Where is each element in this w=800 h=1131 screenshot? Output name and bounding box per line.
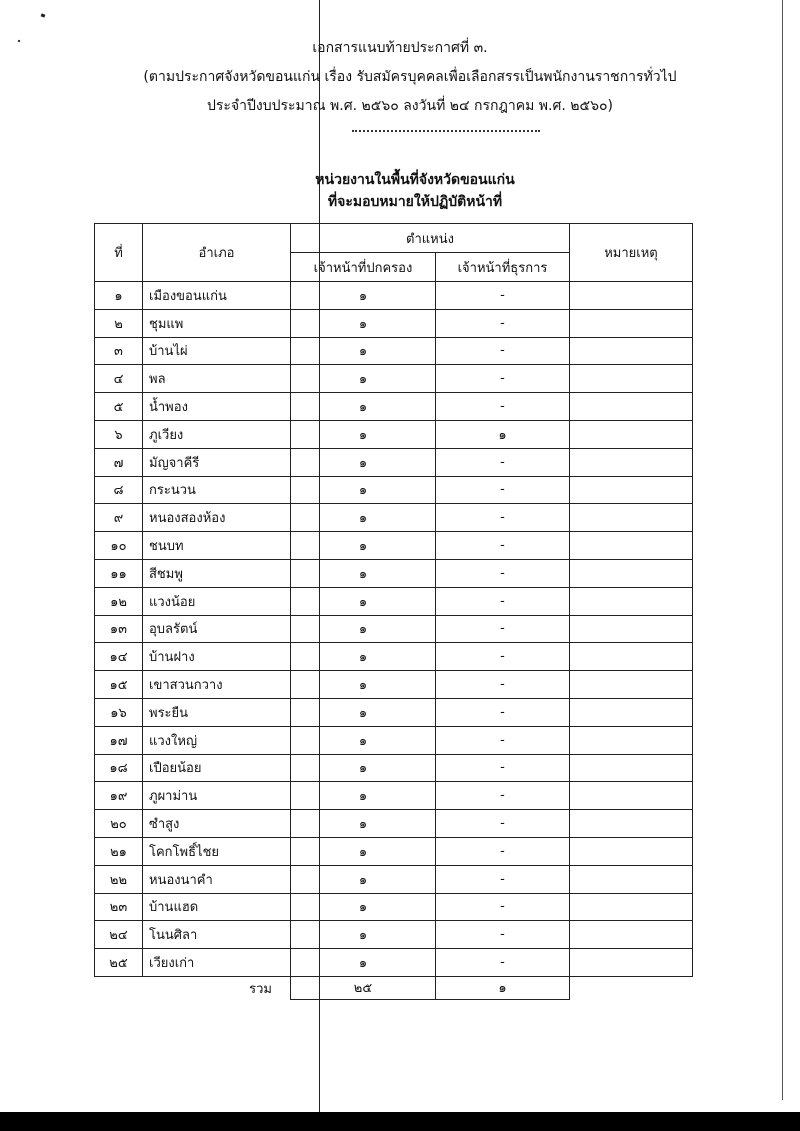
- scan-bottom-border: [0, 1112, 800, 1131]
- row-number: ๑๔: [95, 643, 143, 671]
- table-subheading: ที่จะมอบหมายให้ปฏิบัติหน้าที่: [327, 194, 503, 210]
- remark-cell: [570, 837, 693, 865]
- row-number: ๑๓: [95, 615, 143, 643]
- table-row: [95, 365, 693, 393]
- remark-cell: [570, 754, 693, 782]
- table-row: [95, 309, 693, 337]
- remark-cell: [570, 476, 693, 504]
- table-row: [95, 615, 693, 643]
- row-number: ๑๒: [95, 587, 143, 615]
- admin-officer-count: ๑: [291, 420, 436, 448]
- admin-officer-count: ๑: [291, 671, 436, 699]
- remark-cell: [570, 726, 693, 754]
- clerk-count: -: [436, 671, 570, 699]
- clerk-count: -: [436, 865, 570, 893]
- admin-officer-count: ๑: [291, 837, 436, 865]
- admin-officer-count: ๑: [291, 643, 436, 671]
- row-number: ๒: [95, 309, 143, 337]
- row-number: ๙: [95, 504, 143, 532]
- col-header-remark: หมายเหตุ: [570, 224, 693, 282]
- table-row: [95, 698, 693, 726]
- row-number: ๒๕: [95, 949, 143, 977]
- clerk-count: -: [436, 754, 570, 782]
- district-name: โนนศิลา: [143, 921, 291, 949]
- row-number: ๑๖: [95, 698, 143, 726]
- clerk-count: -: [436, 282, 570, 310]
- clerk-count: -: [436, 393, 570, 421]
- remark-cell: [570, 782, 693, 810]
- row-number: ๕: [95, 393, 143, 421]
- admin-officer-count: ๑: [291, 921, 436, 949]
- remark-cell: [570, 671, 693, 699]
- row-number: ๖: [95, 420, 143, 448]
- remark-cell: [570, 282, 693, 310]
- doc-title: เอกสารแนบท้ายประกาศที่ ๓.: [312, 40, 488, 56]
- row-number: ๒๓: [95, 893, 143, 921]
- remark-cell: [570, 448, 693, 476]
- col-header-clerk: เจ้าหน้าที่ธุรการ: [436, 253, 570, 282]
- remark-cell: [570, 698, 693, 726]
- district-name: พระยืน: [143, 698, 291, 726]
- col-header-admin-officer: เจ้าหน้าที่ปกครอง: [291, 253, 436, 282]
- admin-officer-count: ๑: [291, 893, 436, 921]
- table-row: [95, 420, 693, 448]
- clerk-count: -: [436, 476, 570, 504]
- district-name: ชุมแพ: [143, 309, 291, 337]
- district-name: แวงน้อย: [143, 587, 291, 615]
- dotted-divider: [352, 130, 540, 132]
- clerk-count: -: [436, 698, 570, 726]
- district-name: มัญจาคีรี: [143, 448, 291, 476]
- district-name: เปือยน้อย: [143, 754, 291, 782]
- total-remark: [570, 976, 693, 999]
- admin-officer-count: ๑: [291, 754, 436, 782]
- table-row: [95, 337, 693, 365]
- remark-cell: [570, 420, 693, 448]
- row-number: ๑: [95, 282, 143, 310]
- admin-officer-count: ๑: [291, 282, 436, 310]
- remark-cell: [570, 309, 693, 337]
- remark-cell: [570, 365, 693, 393]
- admin-officer-count: ๑: [291, 865, 436, 893]
- clerk-count: -: [436, 337, 570, 365]
- remark-cell: [570, 393, 693, 421]
- clerk-count: -: [436, 309, 570, 337]
- clerk-count: -: [436, 949, 570, 977]
- clerk-count: -: [436, 810, 570, 838]
- table-row: [95, 726, 693, 754]
- admin-officer-count: ๑: [291, 587, 436, 615]
- admin-officer-count: ๑: [291, 448, 436, 476]
- remark-cell: [570, 504, 693, 532]
- col-header-position: ตำแหน่ง: [291, 224, 570, 253]
- remark-cell: [570, 337, 693, 365]
- clerk-count: -: [436, 587, 570, 615]
- admin-officer-count: ๑: [291, 726, 436, 754]
- district-name: แวงใหญ่: [143, 726, 291, 754]
- remark-cell: [570, 810, 693, 838]
- table-row: [95, 837, 693, 865]
- table-row: [95, 559, 693, 587]
- row-number: ๗: [95, 448, 143, 476]
- total-label: รวม: [95, 976, 291, 999]
- table-row: [95, 865, 693, 893]
- district-name: สีชมพู: [143, 559, 291, 587]
- scan-speck: [41, 13, 46, 17]
- row-number: ๒๔: [95, 921, 143, 949]
- clerk-count: -: [436, 559, 570, 587]
- admin-officer-count: ๑: [291, 337, 436, 365]
- remark-cell: [570, 949, 693, 977]
- table-row: [95, 587, 693, 615]
- table-row: [95, 282, 693, 310]
- remark-cell: [570, 893, 693, 921]
- remark-cell: [570, 643, 693, 671]
- table-row: [95, 532, 693, 560]
- clerk-count: -: [436, 837, 570, 865]
- table-row: [95, 921, 693, 949]
- row-number: ๑๕: [95, 671, 143, 699]
- admin-officer-count: ๑: [291, 559, 436, 587]
- district-name: เขาสวนกวาง: [143, 671, 291, 699]
- district-name: ภูเวียง: [143, 420, 291, 448]
- table-row: [95, 754, 693, 782]
- table-row: [95, 393, 693, 421]
- remark-cell: [570, 532, 693, 560]
- clerk-count: -: [436, 532, 570, 560]
- row-number: ๓: [95, 337, 143, 365]
- district-name: บ้านแฮด: [143, 893, 291, 921]
- district-name: พล: [143, 365, 291, 393]
- clerk-count: -: [436, 643, 570, 671]
- doc-title-date: ประจำปีงบประมาณ พ.ศ. ๒๕๖๐ ลงวันที่ ๒๔ กรกฎาคม พ.ศ. ๒๕๖๐): [207, 98, 613, 114]
- clerk-count: -: [436, 615, 570, 643]
- clerk-count: -: [436, 448, 570, 476]
- table-heading: หน่วยงานในพื้นที่จังหวัดขอนแก่น: [315, 172, 515, 188]
- clerk-count: -: [436, 365, 570, 393]
- row-number: ๒๑: [95, 837, 143, 865]
- row-number: ๒๐: [95, 810, 143, 838]
- district-table: [94, 223, 693, 1000]
- remark-cell: [570, 559, 693, 587]
- clerk-count: -: [436, 921, 570, 949]
- table-row: [95, 949, 693, 977]
- row-number: ๑๑: [95, 559, 143, 587]
- district-name: หนองนาคำ: [143, 865, 291, 893]
- district-name: ชนบท: [143, 532, 291, 560]
- clerk-count: -: [436, 726, 570, 754]
- col-header-no: ที่: [95, 224, 143, 282]
- admin-officer-count: ๑: [291, 949, 436, 977]
- district-name: บ้านฝาง: [143, 643, 291, 671]
- district-name: บ้านไผ่: [143, 337, 291, 365]
- remark-cell: [570, 587, 693, 615]
- district-name: เวียงเก่า: [143, 949, 291, 977]
- row-number: ๑๘: [95, 754, 143, 782]
- remark-cell: [570, 865, 693, 893]
- table-row: [95, 476, 693, 504]
- row-number: ๑๙: [95, 782, 143, 810]
- admin-officer-count: ๑: [291, 782, 436, 810]
- table-row: [95, 782, 693, 810]
- district-name: น้ำพอง: [143, 393, 291, 421]
- admin-officer-count: ๑: [291, 810, 436, 838]
- table-row: [95, 893, 693, 921]
- remark-cell: [570, 615, 693, 643]
- district-name: ภูผาม่าน: [143, 782, 291, 810]
- district-name: โคกโพธิ์ไชย: [143, 837, 291, 865]
- clerk-count: ๑: [436, 420, 570, 448]
- district-name: กระนวน: [143, 476, 291, 504]
- admin-officer-count: ๑: [291, 309, 436, 337]
- scan-edge-line: [782, 0, 783, 1100]
- total-clerk: ๑: [436, 976, 570, 999]
- admin-officer-count: ๑: [291, 504, 436, 532]
- row-number: ๒๒: [95, 865, 143, 893]
- table-row: [95, 643, 693, 671]
- doc-title-reference: (ตามประกาศจังหวัดขอนแก่น เรื่อง รับสมัครบุคคลเพื่อเลือกสรรเป็นพนักงานราชการทั่วไป: [143, 69, 677, 85]
- total-admin-officer: ๒๕: [291, 976, 436, 999]
- district-name: เมืองขอนแก่น: [143, 282, 291, 310]
- clerk-count: -: [436, 782, 570, 810]
- admin-officer-count: ๑: [291, 393, 436, 421]
- table-row: [95, 448, 693, 476]
- remark-cell: [570, 921, 693, 949]
- clerk-count: -: [436, 504, 570, 532]
- admin-officer-count: ๑: [291, 365, 436, 393]
- district-name: ซำสูง: [143, 810, 291, 838]
- table-row: [95, 810, 693, 838]
- clerk-count: -: [436, 893, 570, 921]
- row-number: ๔: [95, 365, 143, 393]
- row-number: ๘: [95, 476, 143, 504]
- admin-officer-count: ๑: [291, 476, 436, 504]
- admin-officer-count: ๑: [291, 615, 436, 643]
- col-header-district: อำเภอ: [143, 224, 291, 282]
- table-row: [95, 671, 693, 699]
- admin-officer-count: ๑: [291, 698, 436, 726]
- table-row: [95, 504, 693, 532]
- district-name: อุบลรัตน์: [143, 615, 291, 643]
- district-name: หนองสองห้อง: [143, 504, 291, 532]
- admin-officer-count: ๑: [291, 532, 436, 560]
- row-number: ๑๐: [95, 532, 143, 560]
- total-row: [95, 976, 693, 999]
- row-number: ๑๗: [95, 726, 143, 754]
